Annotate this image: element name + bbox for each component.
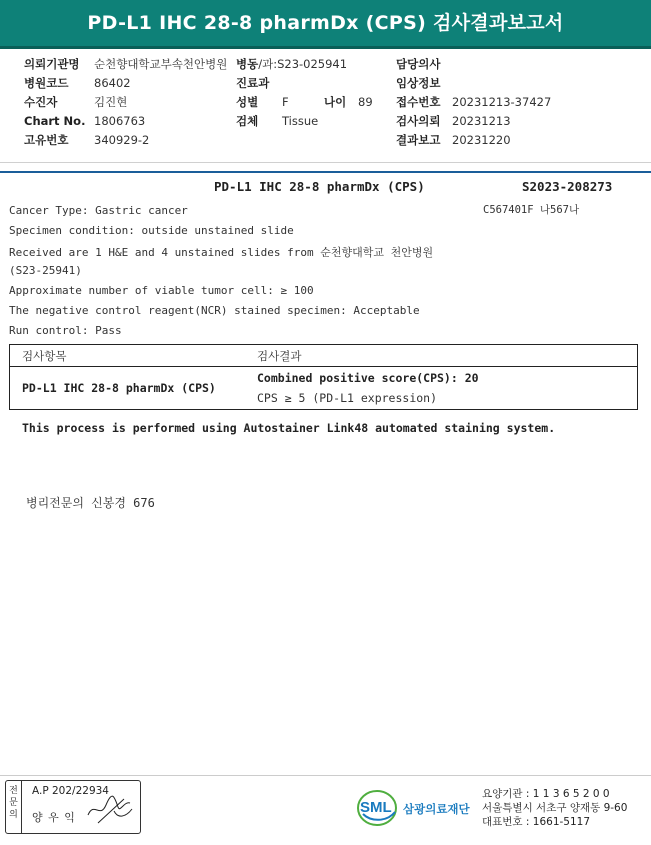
- stamp-name: 양 우 익: [32, 811, 76, 824]
- info-value: 86402: [94, 76, 131, 90]
- info-value: 순천향대학교부속천안병원: [94, 57, 228, 71]
- stamp-license: A.P 202/22934: [32, 785, 109, 797]
- report-header: [0, 0, 651, 49]
- info-value: 1806763: [94, 114, 146, 128]
- patient-info-col3: [396, 55, 551, 150]
- org-name: 삼광의료재단: [403, 802, 470, 816]
- info-label: 병동: [236, 57, 259, 71]
- info-label: 의뢰기관명: [24, 57, 80, 71]
- stamp-side-label: 전문의: [6, 781, 22, 833]
- address-line: 요양기관 : 1 1 3 6 5 2 0 0: [482, 788, 610, 800]
- info-label: 임상정보: [396, 76, 441, 90]
- report-line: (S23-25941): [9, 264, 82, 277]
- info-value: 20231213-37427: [452, 95, 552, 109]
- result-main: Combined positive score(CPS): 20: [257, 371, 479, 385]
- report-line: Cancer Type: Gastric cancer: [9, 204, 188, 217]
- info-label: 접수번호: [396, 95, 441, 109]
- info-label: Chart No.: [24, 114, 86, 128]
- info-label: 검체: [236, 114, 259, 128]
- footer-address: [482, 787, 627, 829]
- age-value: 89: [358, 95, 373, 109]
- info-label: 수진자: [24, 95, 58, 109]
- result-sub: CPS ≥ 5 (PD-L1 expression): [257, 391, 438, 405]
- info-value: /과:S23-025941: [258, 57, 348, 71]
- process-note: This process is performed using Autostainer Link48 automated staining system.: [22, 421, 556, 435]
- result-table-header: [10, 345, 638, 367]
- address-line: 서울특별시 서초구 양재동 9-60: [482, 802, 628, 814]
- barcode-text: C567401F 나567나: [483, 204, 580, 216]
- info-value: 340929-2: [94, 133, 150, 147]
- report-line: The negative control reagent(NCR) stained specimen: Acceptable: [9, 304, 420, 317]
- age-label: 나이: [324, 95, 347, 109]
- patient-info-col1: [24, 55, 227, 150]
- report-line: Approximate number of viable tumor cell: ≥ 100: [9, 284, 314, 297]
- info-value: F: [282, 95, 289, 109]
- report-code: S2023-208273: [522, 179, 613, 194]
- footer-divider: [0, 775, 651, 776]
- patient-info-col2: [236, 55, 373, 131]
- header-result: 검사결과: [251, 345, 638, 367]
- specialist-stamp: [5, 780, 141, 834]
- result-row: [10, 367, 638, 410]
- info-label: 진료과: [236, 76, 270, 90]
- pathologist-signature: 병리전문의 신봉경 676: [26, 496, 155, 510]
- report-title: PD-L1 IHC 28-8 pharmDx (CPS) 검사결과보고서: [87, 12, 564, 34]
- report-line: Received are 1 H&E and 4 unstained slides from 순천향대학교 천안병원: [9, 246, 434, 259]
- info-value: Tissue: [282, 114, 319, 128]
- info-label: 검사의뢰: [396, 114, 441, 128]
- sml-logo-icon: [357, 788, 477, 828]
- info-value: 20231213: [452, 114, 511, 128]
- logo-text: SML: [360, 799, 392, 816]
- result-table: [9, 344, 638, 410]
- info-value: 김진현: [94, 95, 128, 109]
- info-value: 20231220: [452, 133, 511, 147]
- section-separator: [0, 171, 651, 173]
- result-item: PD-L1 IHC 28-8 pharmDx (CPS): [10, 367, 252, 410]
- report-test-name: PD-L1 IHC 28-8 pharmDx (CPS): [214, 179, 425, 194]
- report-line: Run control: Pass: [9, 324, 122, 337]
- info-divider: [0, 162, 651, 163]
- result-cell: [251, 367, 638, 410]
- header-item: 검사항목: [10, 345, 252, 367]
- info-label: 결과보고: [396, 133, 441, 147]
- info-label: 담당의사: [396, 57, 441, 71]
- report-line: Specimen condition: outside unstained slide: [9, 224, 294, 237]
- sml-logo: [357, 788, 477, 832]
- info-label: 성별: [236, 95, 259, 109]
- info-label: 고유번호: [24, 133, 69, 147]
- info-label: 병원코드: [24, 76, 69, 90]
- handwritten-signature-icon: [84, 793, 136, 827]
- address-line: 대표번호 : 1661-5117: [482, 816, 591, 828]
